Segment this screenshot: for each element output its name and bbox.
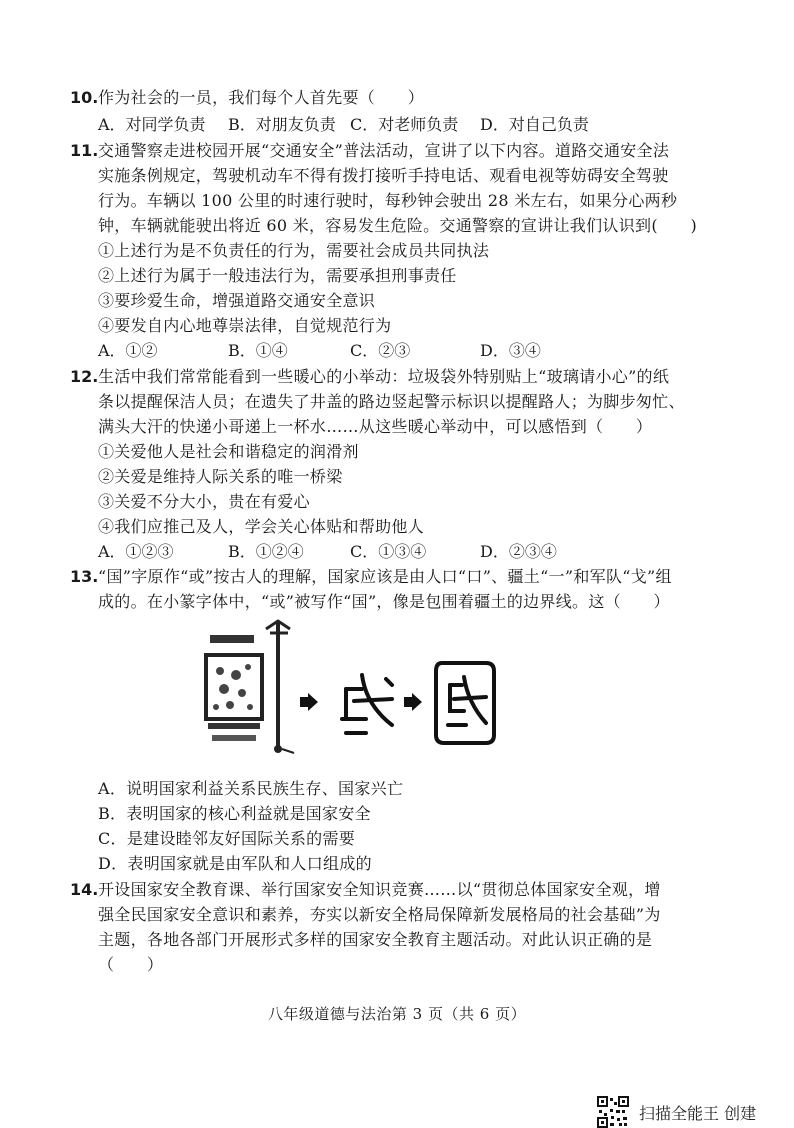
question-stem: 主题，各地各部门开展形式多样的国家安全教育主题活动。对此认识正确的是: [98, 930, 653, 949]
question-number: 14.: [70, 880, 99, 899]
option-a: A．说明国家利益关系民族生存、国家兴亡: [98, 779, 404, 798]
question-number: 10.: [70, 88, 99, 107]
question-stem: “国”字原作“或”按古人的理解，国家应该是由人口“口”、疆土“一”和军队“戈”组: [98, 567, 672, 586]
question-stem: 行为。车辆以 100 公里的时速行驶时，每秒钟会驶出 28 米左右，如果分心两秒: [98, 191, 678, 210]
statement: ①上述行为是不负责任的行为，需要社会成员共同执法: [98, 241, 490, 260]
question-stem: 成的。在小篆字体中，“或”被写作“国”，像是包围着疆土的边界线。这（ ）: [98, 592, 670, 611]
statement: ②上述行为属于一般违法行为，需要承担刑事责任: [98, 266, 457, 285]
option-c: C．②③: [350, 341, 411, 360]
question-stem: 条以提醒保洁人员；在遗失了井盖的路边竖起警示标识以提醒路人；为脚步匆忙、: [98, 392, 685, 411]
option-d: D．③④: [480, 341, 541, 360]
question-stem: 强全民国家安全意识和素养，夯实以新安全格局保障新发展格局的社会基础”为: [98, 905, 661, 924]
option-d: D．表明国家就是由军队和人口组成的: [98, 854, 372, 873]
scanner-watermark: [597, 1096, 756, 1128]
question-stem: 开设国家安全教育课、举行国家安全知识竞赛……以“贯彻总体国家安全观，增: [98, 880, 661, 899]
answer-blank: （ ）: [98, 955, 164, 974]
question-stem: 交通警察走进校园开展“交通安全”普法活动，宣讲了以下内容。道路交通安全法: [98, 141, 670, 160]
option-a: A．对同学负责: [98, 115, 206, 134]
seal-script-glyph-guo: [436, 663, 494, 743]
option-a: A．①②: [98, 341, 158, 360]
page-footer: 八年级道德与法治第 3 页（共 6 页）: [267, 1005, 527, 1023]
option-b: B．表明国家的核心利益就是国家安全: [98, 804, 371, 823]
question-stem: 生活中我们常常能看到一些暖心的小举动：垃圾袋外特别贴上“玻璃请小心”的纸: [98, 367, 670, 386]
question-stem: 满头大汗的快递小哥递上一杯水……从这些暖心举动中，可以感悟到（ ）: [98, 417, 653, 436]
option-c: C．对老师负责: [350, 115, 459, 134]
option-c: C．①③④: [350, 542, 427, 561]
statement: ②关爱是维持人际关系的唯一桥梁: [98, 467, 343, 486]
bronze-script-glyph: [206, 621, 294, 753]
character-evolution-illustration: [196, 615, 506, 765]
statement: ①关爱他人是社会和谐稳定的润滑剂: [98, 442, 359, 461]
question-stem: 作为社会的一员，我们每个人首先要（ ）: [98, 88, 425, 107]
statement: ④我们应推己及人，学会关心体贴和帮助他人: [98, 517, 425, 536]
arrow-right-icon: [404, 693, 422, 711]
seal-script-glyph-or: [342, 675, 392, 733]
question-number: 12.: [70, 367, 99, 386]
question-number: 13.: [70, 567, 99, 586]
option-d: D．对自己负责: [480, 115, 589, 134]
statement: ③关爱不分大小，贵在有爱心: [98, 492, 310, 511]
option-a: A．①②③: [98, 542, 174, 561]
question-stem: 实施条例规定，驾驶机动车不得有拨打接听手持电话、观看电视等妨碍安全驾驶: [98, 166, 669, 185]
question-number: 11.: [70, 141, 99, 160]
watermark-text: 扫描全能王 创建: [639, 1103, 757, 1123]
statement: ③要珍爱生命，增强道路交通安全意识: [98, 291, 376, 310]
qr-code-icon: [597, 1096, 629, 1128]
option-b: B．对朋友负责: [228, 115, 336, 134]
arrow-right-icon: [300, 693, 318, 711]
option-d: D．②③④: [480, 542, 557, 561]
option-b: B．①④: [228, 341, 288, 360]
statement: ④要发自内心地尊崇法律，自觉规范行为: [98, 316, 392, 335]
question-stem: 钟，车辆就能驶出将近 60 米，容易发生危险。交通警察的宣讲让我们认识到( ): [98, 216, 698, 235]
option-b: B．①②④: [228, 542, 304, 561]
option-c: C．是建设睦邻友好国际关系的需要: [98, 829, 356, 848]
